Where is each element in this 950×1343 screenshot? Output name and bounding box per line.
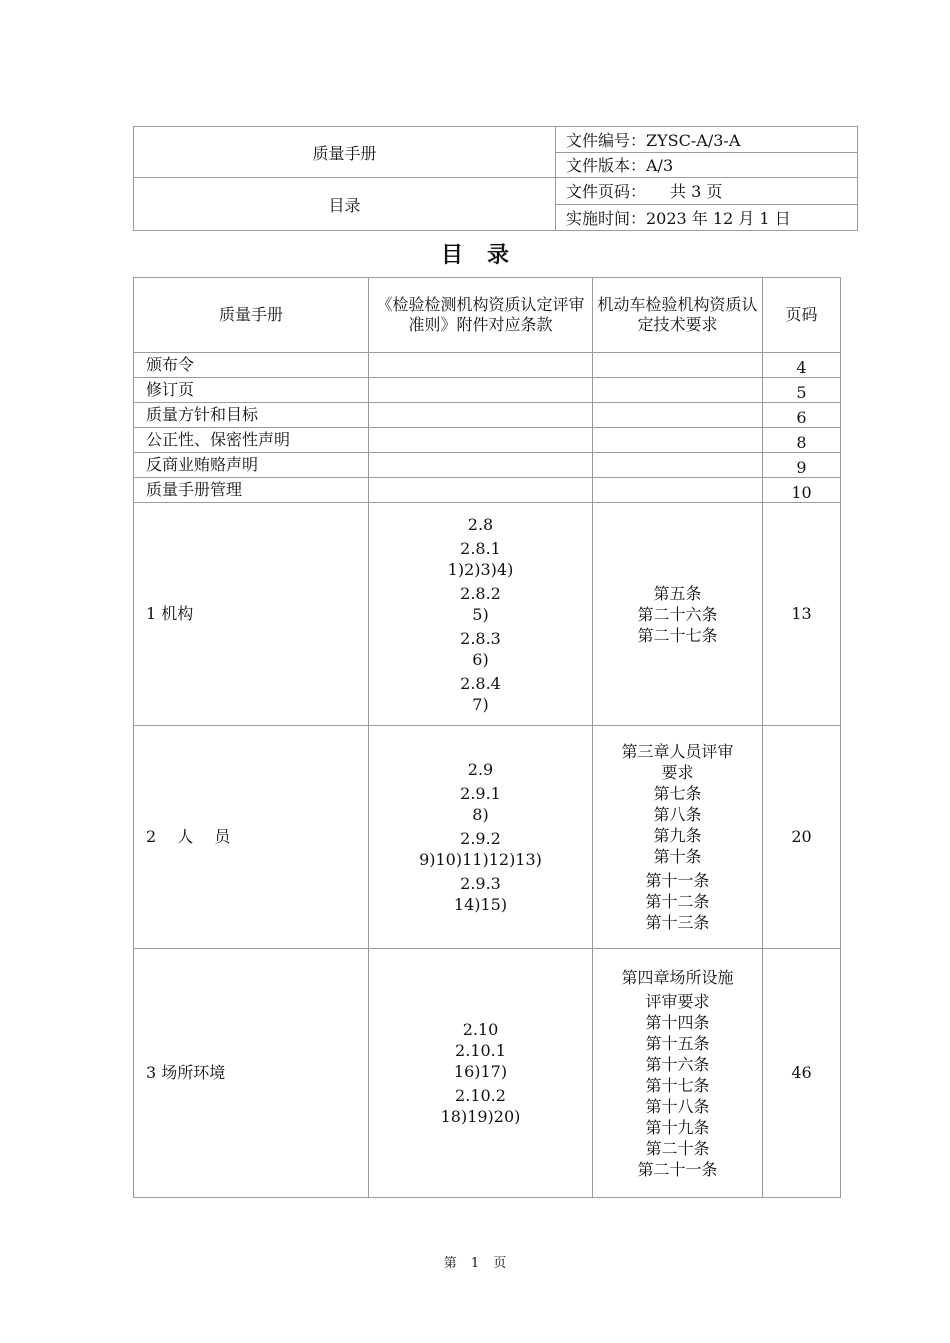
column-header-manual: 质量手册 — [134, 278, 369, 353]
entry-name: 颁布令 — [134, 353, 369, 378]
entry-name: 质量手册管理 — [134, 478, 369, 503]
vehicle-article: 第十九条 — [645, 1117, 710, 1137]
criteria-cell — [369, 726, 593, 949]
page-number: 10 — [763, 478, 841, 503]
entry-name: 3 场所环境 — [134, 949, 369, 1198]
criteria-clause: 2.9.3 — [460, 874, 501, 893]
effective-date: 实施时间：2023 年 12 月 1 日 — [556, 204, 858, 231]
column-header-vehicle: 机动车检验机构资质认定技术要求 — [593, 278, 763, 353]
criteria-clause: 2.9.2 — [460, 829, 501, 848]
document-header-table — [133, 126, 858, 231]
criteria-clause: 2.10 — [462, 1020, 499, 1039]
vehicle-cell — [593, 949, 763, 1198]
criteria-cell — [369, 378, 593, 403]
doc-number: 文件编号：ZYSC-A/3-A — [556, 127, 858, 153]
criteria-cell — [369, 353, 593, 378]
vehicle-cell — [593, 453, 763, 478]
table-row — [134, 428, 841, 453]
page-number: 8 — [763, 428, 841, 453]
criteria-cell — [369, 503, 593, 726]
vehicle-cell — [593, 503, 763, 726]
table-row — [134, 403, 841, 428]
vehicle-article: 第四章场所设施 — [621, 967, 734, 987]
doc-pages: 文件页码： 共 3 页 — [556, 178, 858, 205]
entry-name: 修订页 — [134, 378, 369, 403]
page-number: 20 — [763, 726, 841, 949]
page-number: 46 — [763, 949, 841, 1198]
toc-header-row — [134, 278, 841, 353]
doc-version: 文件版本：A/3 — [556, 152, 858, 178]
criteria-item: 1)2)3)4) — [447, 559, 514, 579]
vehicle-article: 第七条 — [653, 784, 702, 803]
criteria-item: 9)10)11)12)13) — [419, 850, 542, 869]
entry-name: 反商业贿赂声明 — [134, 453, 369, 478]
criteria-clause: 2.8.1 — [460, 538, 501, 558]
criteria-item: 18)19)20) — [440, 1107, 521, 1126]
column-header-criteria: 《检验检测机构资质认定评审准则》附件对应条款 — [369, 278, 593, 353]
entry-name: 公正性、保密性声明 — [134, 428, 369, 453]
vehicle-cell — [593, 726, 763, 949]
table-row — [134, 378, 841, 403]
manual-title: 质量手册 — [134, 127, 556, 178]
criteria-item: 16)17) — [453, 1062, 508, 1081]
criteria-cell — [369, 949, 593, 1198]
page-number: 4 — [763, 353, 841, 378]
criteria-cell — [369, 403, 593, 428]
vehicle-article: 第九条 — [653, 826, 702, 845]
table-row — [134, 453, 841, 478]
criteria-clause: 2.10.1 — [455, 1041, 506, 1060]
page-number: 13 — [763, 503, 841, 726]
criteria-cell — [369, 478, 593, 503]
criteria-clause: 2.10.2 — [455, 1086, 506, 1105]
table-row — [134, 503, 841, 726]
toc-heading: 目录 — [440, 242, 533, 268]
entry-name — [134, 726, 369, 949]
vehicle-article: 第十一条 — [645, 871, 710, 890]
vehicle-cell — [593, 353, 763, 378]
vehicle-article: 第十七条 — [645, 1075, 710, 1095]
criteria-item: 14)15) — [453, 895, 508, 914]
criteria-clause: 2.8.4 — [460, 673, 501, 693]
criteria-item: 5) — [472, 604, 489, 624]
vehicle-cell — [593, 403, 763, 428]
column-header-page: 页码 — [763, 278, 841, 353]
vehicle-article: 第十五条 — [645, 1033, 710, 1053]
criteria-clause: 2.8.2 — [460, 583, 501, 603]
entry-name: 质量方针和目标 — [134, 403, 369, 428]
vehicle-article: 第十二条 — [645, 892, 710, 911]
vehicle-article: 第三章人员评审 — [621, 742, 734, 761]
section-title: 目录 — [134, 178, 556, 231]
page-number: 6 — [763, 403, 841, 428]
criteria-clause: 2.8.3 — [460, 628, 501, 648]
criteria-clause: 2.9.1 — [460, 784, 501, 803]
criteria-item: 6) — [472, 649, 489, 669]
page-footer: 第 1 页 — [443, 1256, 507, 1271]
criteria-cell — [369, 453, 593, 478]
criteria-clause: 2.8 — [467, 514, 494, 534]
vehicle-article: 第十三条 — [645, 913, 710, 932]
vehicle-article: 第二十六条 — [637, 604, 718, 624]
vehicle-article: 第五条 — [653, 583, 702, 603]
entry-name: 1 机构 — [134, 503, 369, 726]
criteria-clause: 2.9 — [467, 760, 494, 779]
table-row — [134, 949, 841, 1198]
criteria-item: 7) — [472, 694, 489, 714]
vehicle-cell — [593, 378, 763, 403]
entry-name-text: 2 人 员 — [146, 827, 239, 846]
vehicle-article: 第十六条 — [645, 1054, 710, 1074]
vehicle-article: 第八条 — [653, 805, 702, 824]
vehicle-article: 要求 — [661, 763, 694, 782]
vehicle-article: 第十条 — [653, 847, 702, 866]
criteria-cell — [369, 428, 593, 453]
vehicle-article: 第二十七条 — [637, 625, 718, 645]
vehicle-article: 第十四条 — [645, 1012, 710, 1032]
criteria-item: 8) — [472, 805, 489, 824]
vehicle-article: 评审要求 — [645, 991, 710, 1011]
table-row — [134, 353, 841, 378]
table-row — [134, 726, 841, 949]
vehicle-cell — [593, 478, 763, 503]
vehicle-article: 第二十一条 — [637, 1159, 718, 1179]
vehicle-article: 第二十条 — [645, 1138, 710, 1158]
page-number: 5 — [763, 378, 841, 403]
page-number: 9 — [763, 453, 841, 478]
toc-table — [133, 277, 841, 1198]
vehicle-cell — [593, 428, 763, 453]
vehicle-article: 第十八条 — [645, 1096, 710, 1116]
table-row — [134, 478, 841, 503]
